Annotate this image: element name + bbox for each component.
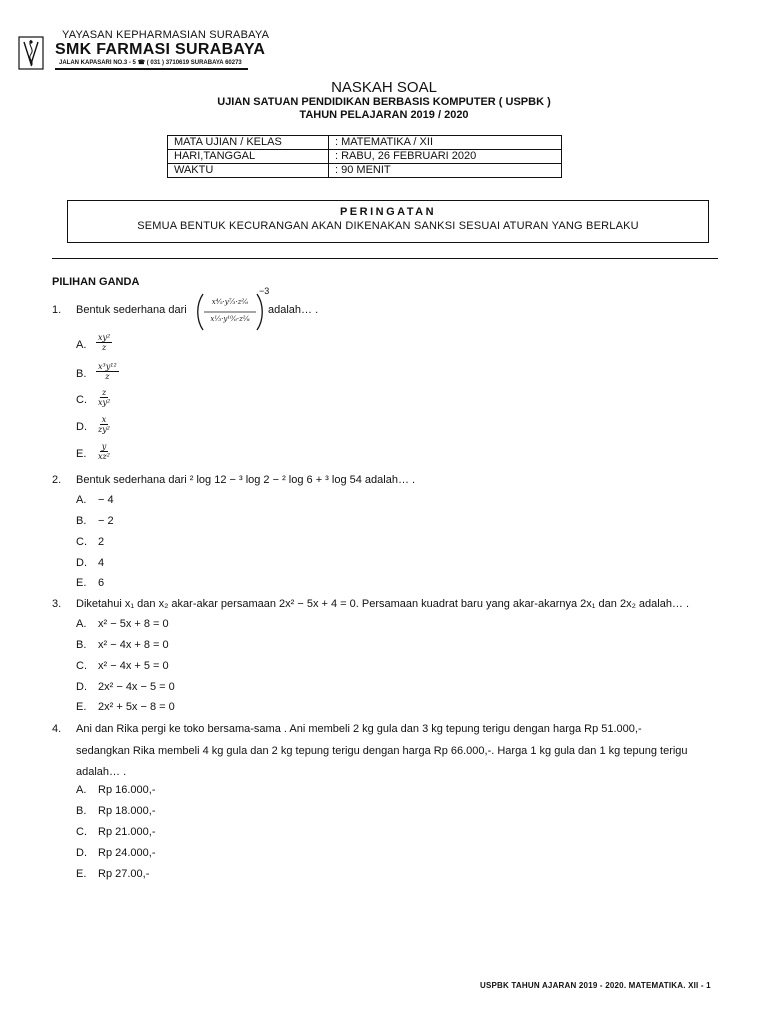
school-logo [18,36,44,70]
option-denominator: z [102,343,107,352]
option-b[interactable]: x² − 4x + 8 = 0 [98,639,169,651]
option-d[interactable]: 2x² − 4x − 5 = 0 [98,681,175,693]
question-number: 2. [52,474,62,486]
academic-year: TAHUN PELAJARAN 2019 / 2020 [299,109,469,121]
warning-heading: PERINGATAN [339,206,437,218]
option-letter: B. [76,805,87,817]
exam-info-table [167,135,562,178]
question-text: Diketahui x₁ dan x₂ akar-akar persamaan 2x² − 5x + 4 = 0. Persamaan kuadrat baru yang akar-akarnya 2x₁ dan 2x₂ adalah… . [76,598,690,610]
question-number: 3. [52,598,62,610]
option-letter: C. [76,660,87,672]
option-b[interactable]: − 2 [98,515,114,527]
option-letter: E. [76,448,87,460]
option-letter: D. [76,557,87,569]
warning-text: SEMUA BENTUK KECURANGAN AKAN DIKENAKAN SANKSI SESUAI ATURAN YANG BERLAKU [137,220,639,232]
option-letter: B. [76,515,87,527]
foundation-name: YAYASAN KEPHARMASIAN SURABAYA [62,29,270,41]
header-divider [55,68,248,70]
info-row [168,164,562,178]
option-letter: B. [76,639,87,651]
option-a[interactable]: x² − 5x + 8 = 0 [98,618,169,630]
option-a[interactable] [96,333,112,352]
option-letter: C. [76,536,87,548]
school-address: JALAN KAPASARI NO.3 - 5 ☎ ( 031 ) 3710619 SURABAYA 60273 [59,60,242,66]
option-letter: E. [76,701,87,713]
option-letter: C. [76,826,87,838]
info-value: : RABU, 26 FEBRUARI 2020 [329,150,562,164]
option-denominator: z [105,372,110,381]
question-suffix: adalah… . [268,304,319,316]
option-a[interactable]: − 4 [98,494,114,506]
info-row [168,150,562,164]
option-denominator: zy² [98,425,110,434]
option-e[interactable]: 2x² + 5x − 8 = 0 [98,701,175,713]
page-footer: USPBK TAHUN AJARAN 2019 - 2020. MATEMATIKA. XII - 1 [480,981,711,990]
option-c[interactable]: x² − 4x + 5 = 0 [98,660,169,672]
option-letter: A. [76,618,87,630]
option-d[interactable] [96,415,112,434]
question-text-line: adalah… . [76,766,127,778]
expression-denominator: x¹⁄₃·y¹⁰⁄₆·z²⁄₈ [210,315,250,323]
question-text-line: Ani dan Rika pergi ke toko bersama-sama . Ani membeli 2 kg gula dan 3 kg tepung terigu dengan harga Rp 51.000,- [76,723,642,735]
info-value: : MATEMATIKA / XII [329,136,562,150]
section-title: PILIHAN GANDA [52,276,140,288]
info-key: MATA UJIAN / KELAS [168,136,329,150]
option-numerator: z [102,388,107,397]
option-denominator: xz² [98,452,110,461]
question-number: 4. [52,723,62,735]
warning-box [67,200,709,243]
option-d[interactable]: 4 [98,557,105,569]
option-letter: D. [76,421,87,433]
school-name: SMK FARMASI SURABAYA [55,41,266,58]
option-letter: B. [76,368,87,380]
option-denominator: xy² [98,398,111,407]
info-row [168,136,562,150]
option-letter: A. [76,494,87,506]
exam-name: UJIAN SATUAN PENDIDIKAN BERBASIS KOMPUTER ( USPBK ) [217,96,551,108]
option-letter: A. [76,339,87,351]
option-b[interactable]: Rp 18.000,- [98,805,156,817]
option-a[interactable]: Rp 16.000,- [98,784,156,796]
option-numerator: xy² [98,333,111,342]
expression-numerator: x⁴⁄₅·y⁷⁄₃·z²⁄₆ [211,298,249,306]
option-e[interactable]: Rp 27.00,- [98,868,150,880]
info-key: HARI,TANGGAL [168,150,329,164]
question-text: Bentuk sederhana dari ² log 12 − ³ log 2 − ² log 6 + ³ log 54 adalah… . [76,474,416,486]
option-letter: D. [76,681,87,693]
option-c[interactable]: Rp 21.000,- [98,826,156,838]
option-numerator: x³y¹² [98,362,117,371]
option-letter: E. [76,577,87,589]
option-letter: E. [76,868,87,880]
option-numerator: x [101,415,107,424]
question-number: 1. [52,304,62,316]
option-c[interactable]: 2 [98,536,105,548]
option-letter: C. [76,394,87,406]
option-b[interactable] [96,362,119,381]
option-c[interactable] [96,388,112,407]
option-d[interactable]: Rp 24.000,- [98,847,156,859]
option-letter: D. [76,847,87,859]
option-e[interactable]: 6 [98,577,105,589]
info-key: WAKTU [168,164,329,178]
info-value: : 90 MENIT [329,164,562,178]
question-text-line: sedangkan Rika membeli 4 kg gula dan 2 kg tepung terigu dengan harga Rp 66.000,-. Harga 1 kg gula dan 1 kg tepung terigu [76,745,688,757]
option-numerator: y [101,442,107,451]
doc-title: NASKAH SOAL [331,79,437,96]
option-e[interactable] [96,442,112,461]
section-divider [52,258,718,259]
expression-exponent: −3 [259,286,270,296]
question-text: Bentuk sederhana dari [76,304,187,316]
option-letter: A. [76,784,87,796]
